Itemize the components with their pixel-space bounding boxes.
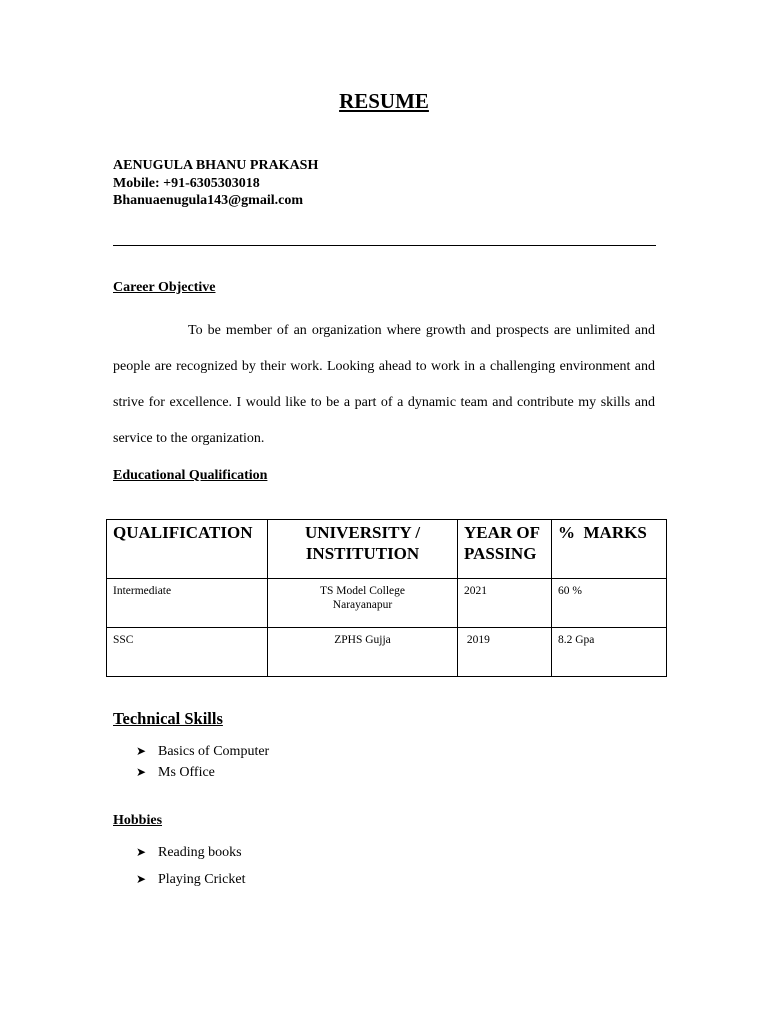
candidate-name: AENUGULA BHANU PRAKASH: [113, 158, 319, 173]
list-item: ➤ Playing Cricket: [136, 866, 246, 893]
cell-marks: 60 %: [552, 579, 667, 628]
column-header-year: YEAR OF PASSING: [458, 520, 552, 579]
cell-qualification: SSC: [107, 628, 268, 677]
hobbies-list: [136, 839, 246, 893]
arrow-right-icon: ➤: [136, 845, 147, 859]
education-table: [106, 519, 667, 677]
cell-marks: 8.2 Gpa: [552, 628, 667, 677]
list-item: ➤ Ms Office: [136, 762, 269, 783]
career-objective-body: To be member of an organization where growth and prospects are unlimited and people are recognized by their work. Looking ahead to work in a challenging environment and strive for excellence. I would like to be a part of a dynamic team and contribute my skills and service to the organization.: [113, 323, 655, 446]
career-objective-text: [113, 313, 655, 457]
list-item: ➤ Basics of Computer: [136, 741, 269, 762]
column-header-institution: UNIVERSITY / INSTITUTION: [268, 520, 458, 579]
email-address: Bhanuaenugula143@gmail.com: [113, 193, 303, 208]
table-row: [107, 628, 667, 677]
education-heading: Educational Qualification: [113, 468, 268, 483]
divider: [113, 245, 656, 246]
table-header-row: [107, 520, 667, 579]
arrow-right-icon: ➤: [136, 744, 147, 758]
contact-block: [113, 157, 318, 210]
cell-institution: TS Model College Narayanapur: [268, 579, 458, 628]
column-header-marks: % MARKS: [552, 520, 667, 579]
cell-institution: ZPHS Gujja: [268, 628, 458, 677]
resume-title: RESUME: [339, 89, 429, 113]
mobile-number: Mobile: +91-6305303018: [113, 175, 260, 191]
cell-year: 2021: [458, 579, 552, 628]
cell-year: 2019: [458, 628, 552, 677]
cell-qualification: Intermediate: [107, 579, 268, 628]
hobbies-heading: Hobbies: [113, 813, 163, 828]
career-objective-heading: Career Objective: [113, 280, 216, 295]
arrow-right-icon: ➤: [136, 765, 147, 779]
arrow-right-icon: ➤: [136, 872, 147, 886]
list-item: ➤ Reading books: [136, 839, 246, 866]
technical-skills-heading: Technical Skills: [113, 709, 223, 728]
table-row: [107, 579, 667, 628]
technical-skills-list: [136, 741, 269, 783]
column-header-qualification: QUALIFICATION: [107, 520, 268, 579]
